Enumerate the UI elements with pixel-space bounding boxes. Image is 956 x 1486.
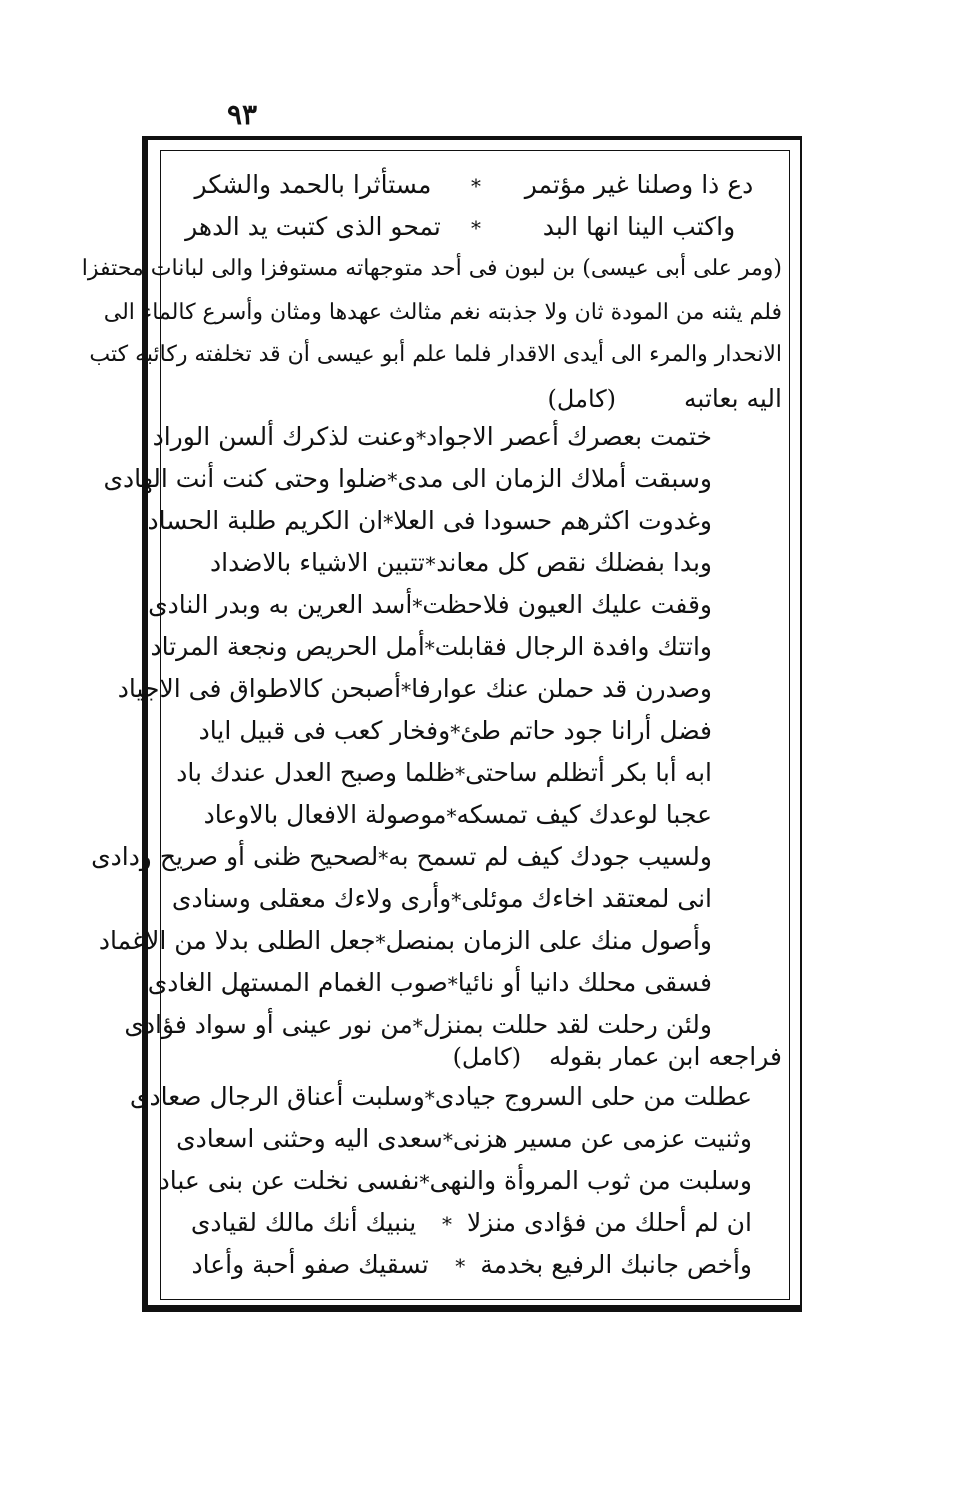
hemistich-first: ختمت بعصرك أعصر الاجواد [426, 422, 712, 451]
verse-separator: * [378, 846, 389, 870]
hemistich-second: ظلما وصبح العدل عندك باد [176, 758, 456, 787]
hemistich-first: وأخص جانبك الرفيع بخدمة [480, 1250, 752, 1279]
hemistich-first: وأصول منك على الزمان بمنصل [385, 926, 712, 955]
verse-line [147, 506, 712, 535]
hemistich-second: تسقيك صفو أحبة وأعاد [191, 1250, 429, 1279]
verse-separator: * [450, 720, 461, 744]
hemistich-first: وصدرن قد حملن عنك عوارفا [411, 674, 712, 703]
meter-label: (كامل) [452, 1043, 522, 1071]
hemistich-second: لصحيح ظنى أو صريح ودادى [91, 842, 379, 871]
hemistich-first: وثنيت عزمى عن مسير هزنى [452, 1124, 752, 1153]
verse-separator: * [401, 678, 412, 702]
prose-line: (ومر على أبى عيسى) بن لبون فى أحد متوجهاته مستوفزا والى لبانات محتفزا [81, 256, 782, 281]
prose-line: فلم يثنه من المودة ثان ولا جذبته نغم مثالث عهدها ومثان وأسرع كالماء الى [103, 300, 782, 325]
verse-separator: * [383, 510, 394, 534]
text-block [81, 160, 782, 1300]
verse-separator: * [455, 762, 466, 786]
poem-block-reply [129, 1082, 752, 1294]
hemistich-first: فضل أرانا جود حاتم طئ [460, 716, 712, 745]
verse-separator: * [455, 1254, 466, 1278]
verse-separator: * [442, 1128, 453, 1152]
verse-separator: * [412, 1014, 423, 1038]
verse-line [210, 550, 712, 575]
verse-separator: * [412, 594, 423, 618]
verse-line [180, 1252, 752, 1277]
verse-line [170, 172, 782, 197]
verse-line [176, 1124, 752, 1153]
verse-line [198, 716, 712, 745]
verse-line [176, 758, 712, 787]
hemistich-first: وبدا بفضلك نقص كل معاند [436, 548, 712, 577]
intro-line [170, 1044, 782, 1069]
hemistich-first: وقفت عليك العيون فلاحظت [422, 590, 712, 619]
verse-line [171, 884, 712, 913]
hemistich-second: تتبين الاشياء بالاضداد [210, 548, 425, 577]
hemistich-first: انى لمعتقد اخاءك موئلى [461, 884, 712, 913]
hemistich-second: صوب الغمام المستهل الغادى [147, 968, 448, 997]
verse-line [117, 674, 712, 703]
prose-line: الانحدار والمرء الى أيدى الاقدار فلما علم أبو عيسى أن قد تخلفته ركائبه كتب [89, 342, 782, 367]
verse-line [98, 926, 712, 955]
verse-line [129, 1082, 752, 1111]
verse-separator: * [416, 426, 427, 450]
verse-line [180, 1210, 752, 1235]
hemistich-first: واكتب الينا انها البد [542, 212, 736, 241]
hemistich-second: موصولة الافعال بالاوعاد [203, 800, 447, 829]
verse-separator: * [442, 1212, 453, 1236]
verse-separator: * [387, 468, 398, 492]
verse-separator: * [424, 1086, 435, 1110]
hemistich-first: وسلبت من ثوب المروأة والنهى [429, 1166, 752, 1195]
hemistich-first: ولسيب جودك كيف لم تسمح به [388, 842, 712, 871]
hemistich-first: ان لم أحلك من فؤادى منزلا [467, 1208, 752, 1237]
verse-line [152, 422, 712, 451]
hemistich-second: سعدى اليه وحثنى اسعادى [176, 1124, 443, 1153]
hemistich-second: ان الكريم طلبة الحساد [147, 506, 384, 535]
verse-line [158, 1166, 752, 1195]
hemistich-first: فسقى محلك دانيا أو نائيا [457, 968, 712, 997]
hemistich-second: أسد العرين به وبدر النادى [148, 590, 413, 619]
hemistich-first: وسبقت أملاك الزمان الى مدى [397, 464, 712, 493]
verse-line [91, 842, 712, 871]
hemistich-second: نفسى نخلت عن بنى عباد [158, 1166, 420, 1195]
hemistich-second: من نور عينى أو سواد فؤادى [124, 1010, 413, 1039]
intro-text: اليه بعاتبه [684, 384, 782, 413]
hemistich-second: وسلبت أعناق الرجال صعادى [129, 1082, 425, 1111]
verse-line [124, 1010, 712, 1039]
hemistich-first: دع ذا وصلنا غير مؤتمر [524, 170, 754, 199]
hemistich-first: واتتك وافدة الرجال فقابلت [434, 632, 712, 661]
verse-line [147, 968, 712, 997]
verse-separator: * [451, 888, 462, 912]
verse-line [170, 214, 782, 239]
verse-separator: * [419, 1170, 430, 1194]
intro-text: فراجعه ابن عمار بقوله [549, 1042, 782, 1071]
hemistich-first: عجبا لوعدك كيف تمسكه [456, 800, 712, 829]
verse-separator: * [471, 174, 481, 198]
verse-line [203, 800, 712, 829]
hemistich-second: ضلوا وحتى كنت أنت الهادى [103, 464, 388, 493]
verse-separator: * [471, 216, 481, 240]
verse-line [103, 464, 712, 493]
verse-separator: * [446, 804, 457, 828]
poem-block [91, 422, 712, 1044]
hemistich-second: أمل الحريص ونجعة المرتاد [150, 632, 425, 661]
hemistich-second: وفخار كعب فى قبيل اياد [198, 716, 451, 745]
intro-line [170, 386, 782, 411]
verse-separator: * [425, 552, 436, 576]
page-number: ٩٣ [226, 98, 258, 131]
verse-separator: * [424, 636, 435, 660]
hemistich-first: عطلت من حلى السروج جيادى [434, 1082, 752, 1111]
hemistich-first: وغدوت اكثرهم حسودا فى العلا [393, 506, 712, 535]
hemistich-second: أصبحن كالاطواق فى الاجياد [117, 674, 402, 703]
verse-line [148, 590, 712, 619]
verse-separator: * [447, 972, 458, 996]
hemistich-second: وأرى ولاءك معقلى وسنادى [171, 884, 452, 913]
meter-label: (كامل) [547, 385, 617, 413]
hemistich-second: مستأثرا بالحمد والشكر [194, 170, 432, 199]
hemistich-second: ينبيك أنك مالك لقيادى [190, 1208, 417, 1237]
verse-separator: * [375, 930, 386, 954]
hemistich-first: ابه أبا بكر أتظلم ساحتى [465, 758, 712, 787]
hemistich-second: تمحو الذى كتبت يد الدهر [185, 212, 441, 241]
verse-line [150, 632, 712, 661]
hemistich-second: جعل الطلى بدلا من الاغماد [98, 926, 376, 955]
hemistich-first: ولئن رحلت لقد حللت بمنزل [422, 1010, 712, 1039]
hemistich-second: وعنت لذكرك ألسن الوراد [152, 422, 417, 451]
